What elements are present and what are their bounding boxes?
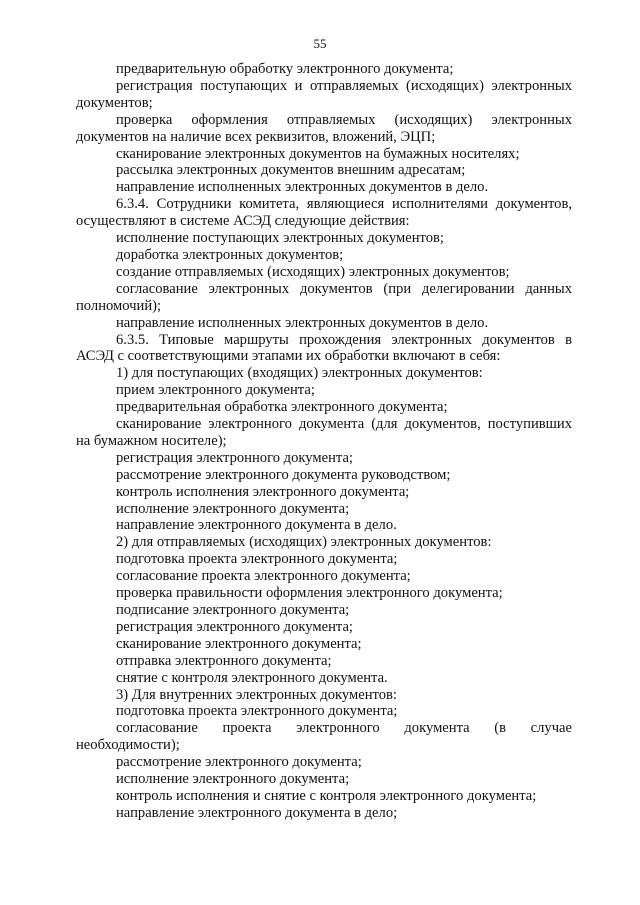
paragraph: регистрация электронного документа; <box>116 449 353 466</box>
paragraph: проверка оформления отправляемых (исходящих) электронных документов на наличие всех реквизитов, вложений, ЭЦП; <box>76 111 572 145</box>
paragraph: сканирование электронного документа; <box>116 635 362 652</box>
paragraph: проверка правильности оформления электронного документа; <box>116 585 503 602</box>
paragraph: рассылка электронных документов внешним адресатам; <box>116 162 466 179</box>
paragraph: регистрация поступающих и отправляемых (исходящих) электронных документов; <box>76 77 572 111</box>
paragraph: исполнение поступающих электронных документов; <box>116 230 444 247</box>
paragraph: 3) Для внутренних электронных документов: <box>116 686 397 703</box>
paragraph: контроль исполнения и снятие с контроля электронного документа; <box>116 787 537 804</box>
paragraph: регистрация электронного документа; <box>116 618 353 635</box>
paragraph: направление электронного документа в дело; <box>116 804 398 821</box>
paragraph: рассмотрение электронного документа руководством; <box>116 466 451 483</box>
paragraph: подготовка проекта электронного документа; <box>116 703 398 720</box>
paragraph: 1) для поступающих (входящих) электронных документов: <box>116 365 483 382</box>
paragraph: подписание электронного документа; <box>116 602 350 618</box>
paragraph: направление исполненных электронных документов в дело. <box>116 179 489 196</box>
paragraph: контроль исполнения электронного документа; <box>116 483 410 500</box>
paragraph: доработка электронных документов; <box>116 246 344 263</box>
paragraph: исполнение электронного документа; <box>116 500 350 517</box>
paragraph: согласование электронных документов (при делегировании данных полномочий); <box>76 280 572 314</box>
paragraph: направление исполненных электронных документов в дело. <box>116 314 489 331</box>
paragraph: предварительную обработку электронного документа; <box>116 61 454 77</box>
paragraph: 6.3.4. Сотрудники комитета, являющиеся исполнителями документов, осуществляют в системе АСЭД следующие действия: <box>76 196 572 230</box>
paragraph: сканирование электронных документов на бумажных носителях; <box>116 145 520 162</box>
document-body <box>76 61 572 822</box>
paragraph: отправка электронного документа; <box>116 652 332 669</box>
paragraph: 6.3.5. Типовые маршруты прохождения электронных документов в АСЭД с соответствующими этапами их обработки включают в себя: <box>76 331 572 365</box>
paragraph: рассмотрение электронного документа; <box>116 754 362 771</box>
page-number: 55 <box>313 36 327 51</box>
paragraph: 2) для отправляемых (исходящих) электронных документов: <box>116 534 492 551</box>
paragraph: создание отправляемых (исходящих) электронных документов; <box>116 263 510 280</box>
paragraph: прием электронного документа; <box>116 382 315 399</box>
paragraph: направление электронного документа в дело. <box>116 517 397 534</box>
paragraph: исполнение электронного документа; <box>116 771 350 788</box>
paragraph: предварительная обработка электронного документа; <box>116 399 448 416</box>
paragraph: снятие с контроля электронного документа. <box>116 669 388 686</box>
paragraph: подготовка проекта электронного документа; <box>116 551 398 568</box>
paragraph: согласование проекта электронного документа; <box>116 568 411 585</box>
paragraph: согласование проекта электронного документа (в случае необходимости); <box>76 720 572 754</box>
paragraph: сканирование электронного документа (для документов, поступивших на бумажном носителе); <box>76 416 572 449</box>
